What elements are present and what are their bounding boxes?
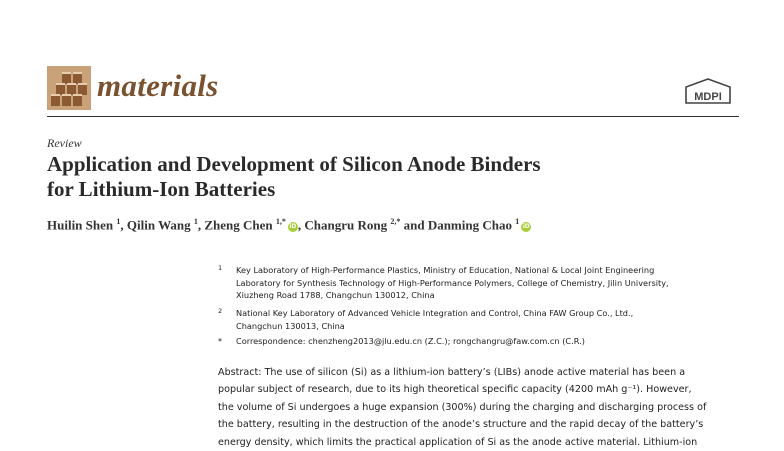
author-separator: and: [400, 217, 428, 233]
abstract: [218, 364, 738, 451]
author-separator: ,: [297, 217, 305, 233]
affiliation-1: [218, 264, 738, 304]
title-line: for Lithium-Ion Batteries: [47, 177, 276, 201]
author-affiliation-mark: 1: [116, 217, 121, 226]
abstract-line: the battery, resulting in the destruction of the anode’s structure and the rapid decay of the battery’s: [218, 419, 704, 431]
author-affiliation-mark: 2,*: [390, 217, 401, 226]
author-affiliation-mark: 1: [193, 217, 198, 226]
author-name[interactable]: Zheng Chen: [204, 217, 273, 233]
correspondence: [218, 335, 738, 349]
affiliation-line: Laboratory for Synthesis Technology of High-Performance Polymers, College of Chemistry, Jilin University,: [236, 277, 669, 288]
journal-name: materials: [97, 68, 219, 103]
materials-cube-stack-logo: [47, 66, 91, 110]
article-type: Review: [47, 136, 82, 150]
correspondence-mark: *: [218, 337, 222, 346]
abstract-line: Abstract: The use of silicon (Si) as a lithium-ion battery’s (LIBs) anode active material has been a: [218, 367, 686, 378]
author-separator: ,: [197, 217, 205, 233]
affiliation-2: [218, 307, 738, 333]
affiliation-line: Changchun 130013, China: [236, 320, 345, 331]
article-title: [47, 152, 737, 202]
abstract-label: Abstract:: [218, 367, 262, 378]
author-name[interactable]: Huilin Shen: [47, 217, 114, 233]
author-affiliation-mark: 1: [515, 217, 520, 226]
abstract-line: energy density, which limits the practical application of Si as the anode active material. Lithium-ion: [218, 436, 698, 448]
author-separator: ,: [120, 217, 127, 233]
author-list: [47, 217, 531, 233]
title-line: Application and Development of Silicon Anode Binders: [47, 152, 541, 176]
author-name[interactable]: Qilin Wang: [126, 217, 191, 233]
correspondence-text: Correspondence: chenzheng2013@jlu.edu.cn (Z.C.); rongchangru@faw.com.cn (C.R.): [236, 336, 585, 346]
author-affiliation-mark: 1,*: [275, 217, 286, 226]
affiliation-number: 1: [218, 264, 223, 272]
affiliation-number: 2: [218, 307, 223, 315]
header-divider: [47, 116, 739, 117]
affiliation-line: National Key Laboratory of Advanced Vehicle Integration and Control, China FAW Group Co., Ltd.,: [236, 308, 634, 318]
author-name[interactable]: Danming Chao: [427, 217, 512, 233]
abstract-line: popular subject of research, due to its high theoretical specific capacity (4200 mAh g⁻¹). However,: [218, 384, 692, 396]
affiliation-line: Key Laboratory of High-Performance Plastics, Ministry of Education, National & Local Joint Engineering: [236, 265, 655, 275]
orcid-icon[interactable]: iD: [289, 223, 297, 231]
abstract-line: the volume of Si undergoes a huge expansion (300%) during the charging and discharging process of: [218, 401, 707, 413]
author-name[interactable]: Changru Rong: [304, 217, 388, 233]
orcid-icon[interactable]: iD: [522, 223, 530, 231]
mdpi-logo-text: MDPI: [694, 91, 722, 103]
mdpi-logo: [680, 77, 736, 107]
affiliation-line: Xiuzheng Road 1788, Changchun 130012, China: [236, 290, 435, 301]
